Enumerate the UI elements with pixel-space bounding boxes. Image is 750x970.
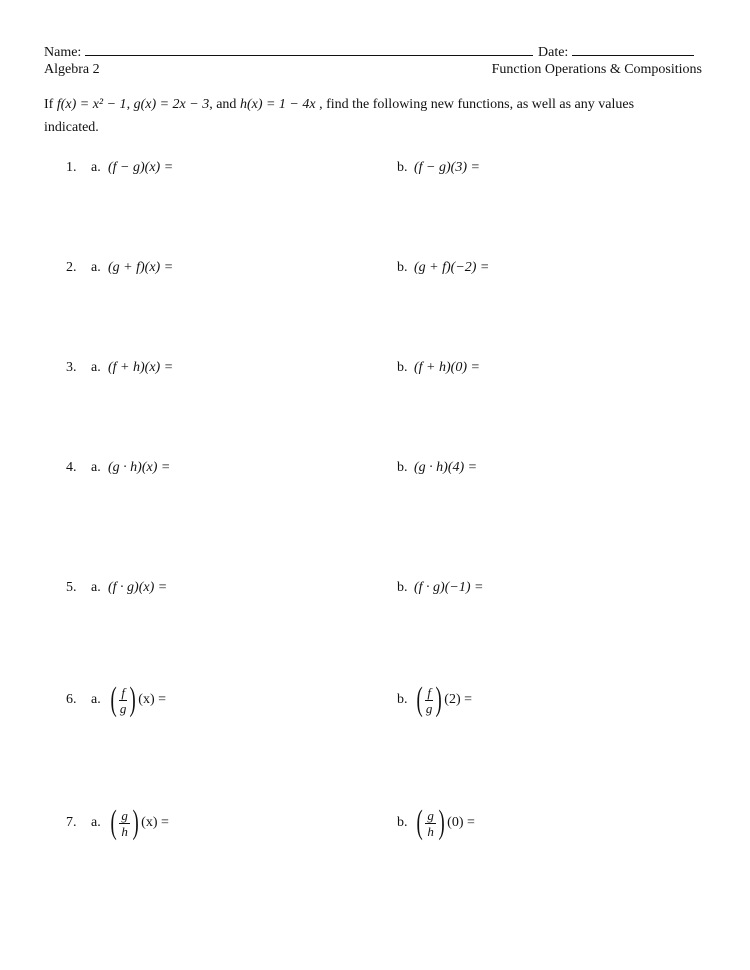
expression-rest: (x) = xyxy=(138,692,167,707)
part-a-label: a. xyxy=(91,160,101,175)
expression: (g · h)(x) = xyxy=(108,460,171,475)
part-b-expression xyxy=(414,260,489,276)
instructions xyxy=(44,97,634,113)
part-a-label: a. xyxy=(91,360,101,375)
part-a-label: a. xyxy=(91,260,101,275)
problem-number: 6. xyxy=(66,692,77,707)
part-a-label: a. xyxy=(91,460,101,475)
expression: (g + f)(x) = xyxy=(108,260,174,275)
instructions-sep1: , xyxy=(126,97,134,112)
problem-number: 5. xyxy=(66,580,77,595)
problem-row xyxy=(0,348,750,388)
part-a-expression xyxy=(108,460,170,476)
instructions-sep2: , and xyxy=(209,97,240,112)
instructions-prefix: If xyxy=(44,97,57,112)
expression: (f − g)(x) = xyxy=(108,160,174,175)
h-definition: h(x) = 1 − 4x xyxy=(239,97,316,112)
fraction-b xyxy=(414,806,447,840)
name-blank[interactable] xyxy=(85,44,533,56)
part-b-label: b. xyxy=(397,580,408,595)
fraction xyxy=(119,808,130,839)
left-paren: ( xyxy=(416,804,423,841)
part-a-expression xyxy=(108,806,169,840)
fraction-b xyxy=(414,683,444,717)
expression: (f + h)(x) = xyxy=(108,360,174,375)
problem-number: 3. xyxy=(66,360,77,375)
part-b-label: b. xyxy=(397,260,408,275)
expression: (g + f)(−2) = xyxy=(414,260,490,275)
date-blank[interactable] xyxy=(572,44,694,56)
right-paren: ) xyxy=(435,681,442,718)
part-a-label: a. xyxy=(91,580,101,595)
problem-row xyxy=(0,803,750,843)
expression-rest: (x) = xyxy=(141,815,169,830)
problem-row xyxy=(0,248,750,288)
problem-number: 1. xyxy=(66,160,77,175)
part-a-label: a. xyxy=(91,815,101,830)
problem-row xyxy=(0,148,750,188)
course-title: Algebra 2 xyxy=(44,62,100,77)
expression: (f · g)(x) = xyxy=(108,580,168,595)
expression: (f + h)(0) = xyxy=(414,360,480,375)
numerator: g xyxy=(427,807,434,823)
g-definition: g(x) = 2x − 3 xyxy=(133,97,210,112)
problem-row xyxy=(0,448,750,488)
part-a-expression xyxy=(108,683,166,717)
part-b-label: b. xyxy=(397,360,408,375)
part-a-expression xyxy=(108,260,173,276)
denominator: h xyxy=(121,823,128,839)
instructions-line2: indicated. xyxy=(44,120,99,135)
problem-row xyxy=(0,680,750,720)
part-b-label: b. xyxy=(397,460,408,475)
fraction xyxy=(119,685,127,716)
left-paren: ( xyxy=(110,681,117,718)
numerator: f xyxy=(121,684,125,700)
right-paren: ) xyxy=(132,804,139,841)
denominator: h xyxy=(427,823,434,839)
expression: (f · g)(−1) = xyxy=(414,580,484,595)
part-a-expression xyxy=(108,160,173,176)
right-paren: ) xyxy=(438,804,445,841)
part-b-expression xyxy=(414,160,480,176)
name-field[interactable] xyxy=(44,44,533,61)
f-definition: f(x) = x² − 1 xyxy=(56,97,127,112)
fraction xyxy=(425,685,433,716)
expression-rest: (0) = xyxy=(447,815,475,830)
date-field[interactable] xyxy=(538,44,694,61)
part-b-label: b. xyxy=(397,692,408,707)
part-a-label: a. xyxy=(91,692,101,707)
problem-row xyxy=(0,568,750,608)
fraction xyxy=(425,808,436,839)
part-b-expression xyxy=(414,460,477,476)
fraction-a xyxy=(108,806,141,840)
part-b-expression xyxy=(414,806,475,840)
worksheet-topic: Function Operations & Compositions xyxy=(491,62,702,77)
left-paren: ( xyxy=(110,804,117,841)
expression-rest: (2) = xyxy=(444,692,473,707)
denominator: g xyxy=(425,700,433,716)
expression: (f − g)(3) = xyxy=(414,160,480,175)
part-a-expression xyxy=(108,580,167,596)
part-a-expression xyxy=(108,360,173,376)
problem-number: 4. xyxy=(66,460,77,475)
numerator: g xyxy=(121,807,128,823)
part-b-label: b. xyxy=(397,815,408,830)
part-b-expression xyxy=(414,580,483,596)
problem-number: 2. xyxy=(66,260,77,275)
problem-number: 7. xyxy=(66,815,77,830)
part-b-expression xyxy=(414,360,480,376)
name-label: Name: xyxy=(44,45,82,60)
instructions-suffix: , find the following new functions, as well as any values xyxy=(315,97,635,112)
part-b-expression xyxy=(414,683,472,717)
left-paren: ( xyxy=(416,681,423,718)
denominator: g xyxy=(119,700,127,716)
right-paren: ) xyxy=(129,681,136,718)
date-label: Date: xyxy=(538,45,569,60)
part-b-label: b. xyxy=(397,160,408,175)
expression: (g · h)(4) = xyxy=(414,460,478,475)
numerator: f xyxy=(427,684,431,700)
fraction-a xyxy=(108,683,138,717)
